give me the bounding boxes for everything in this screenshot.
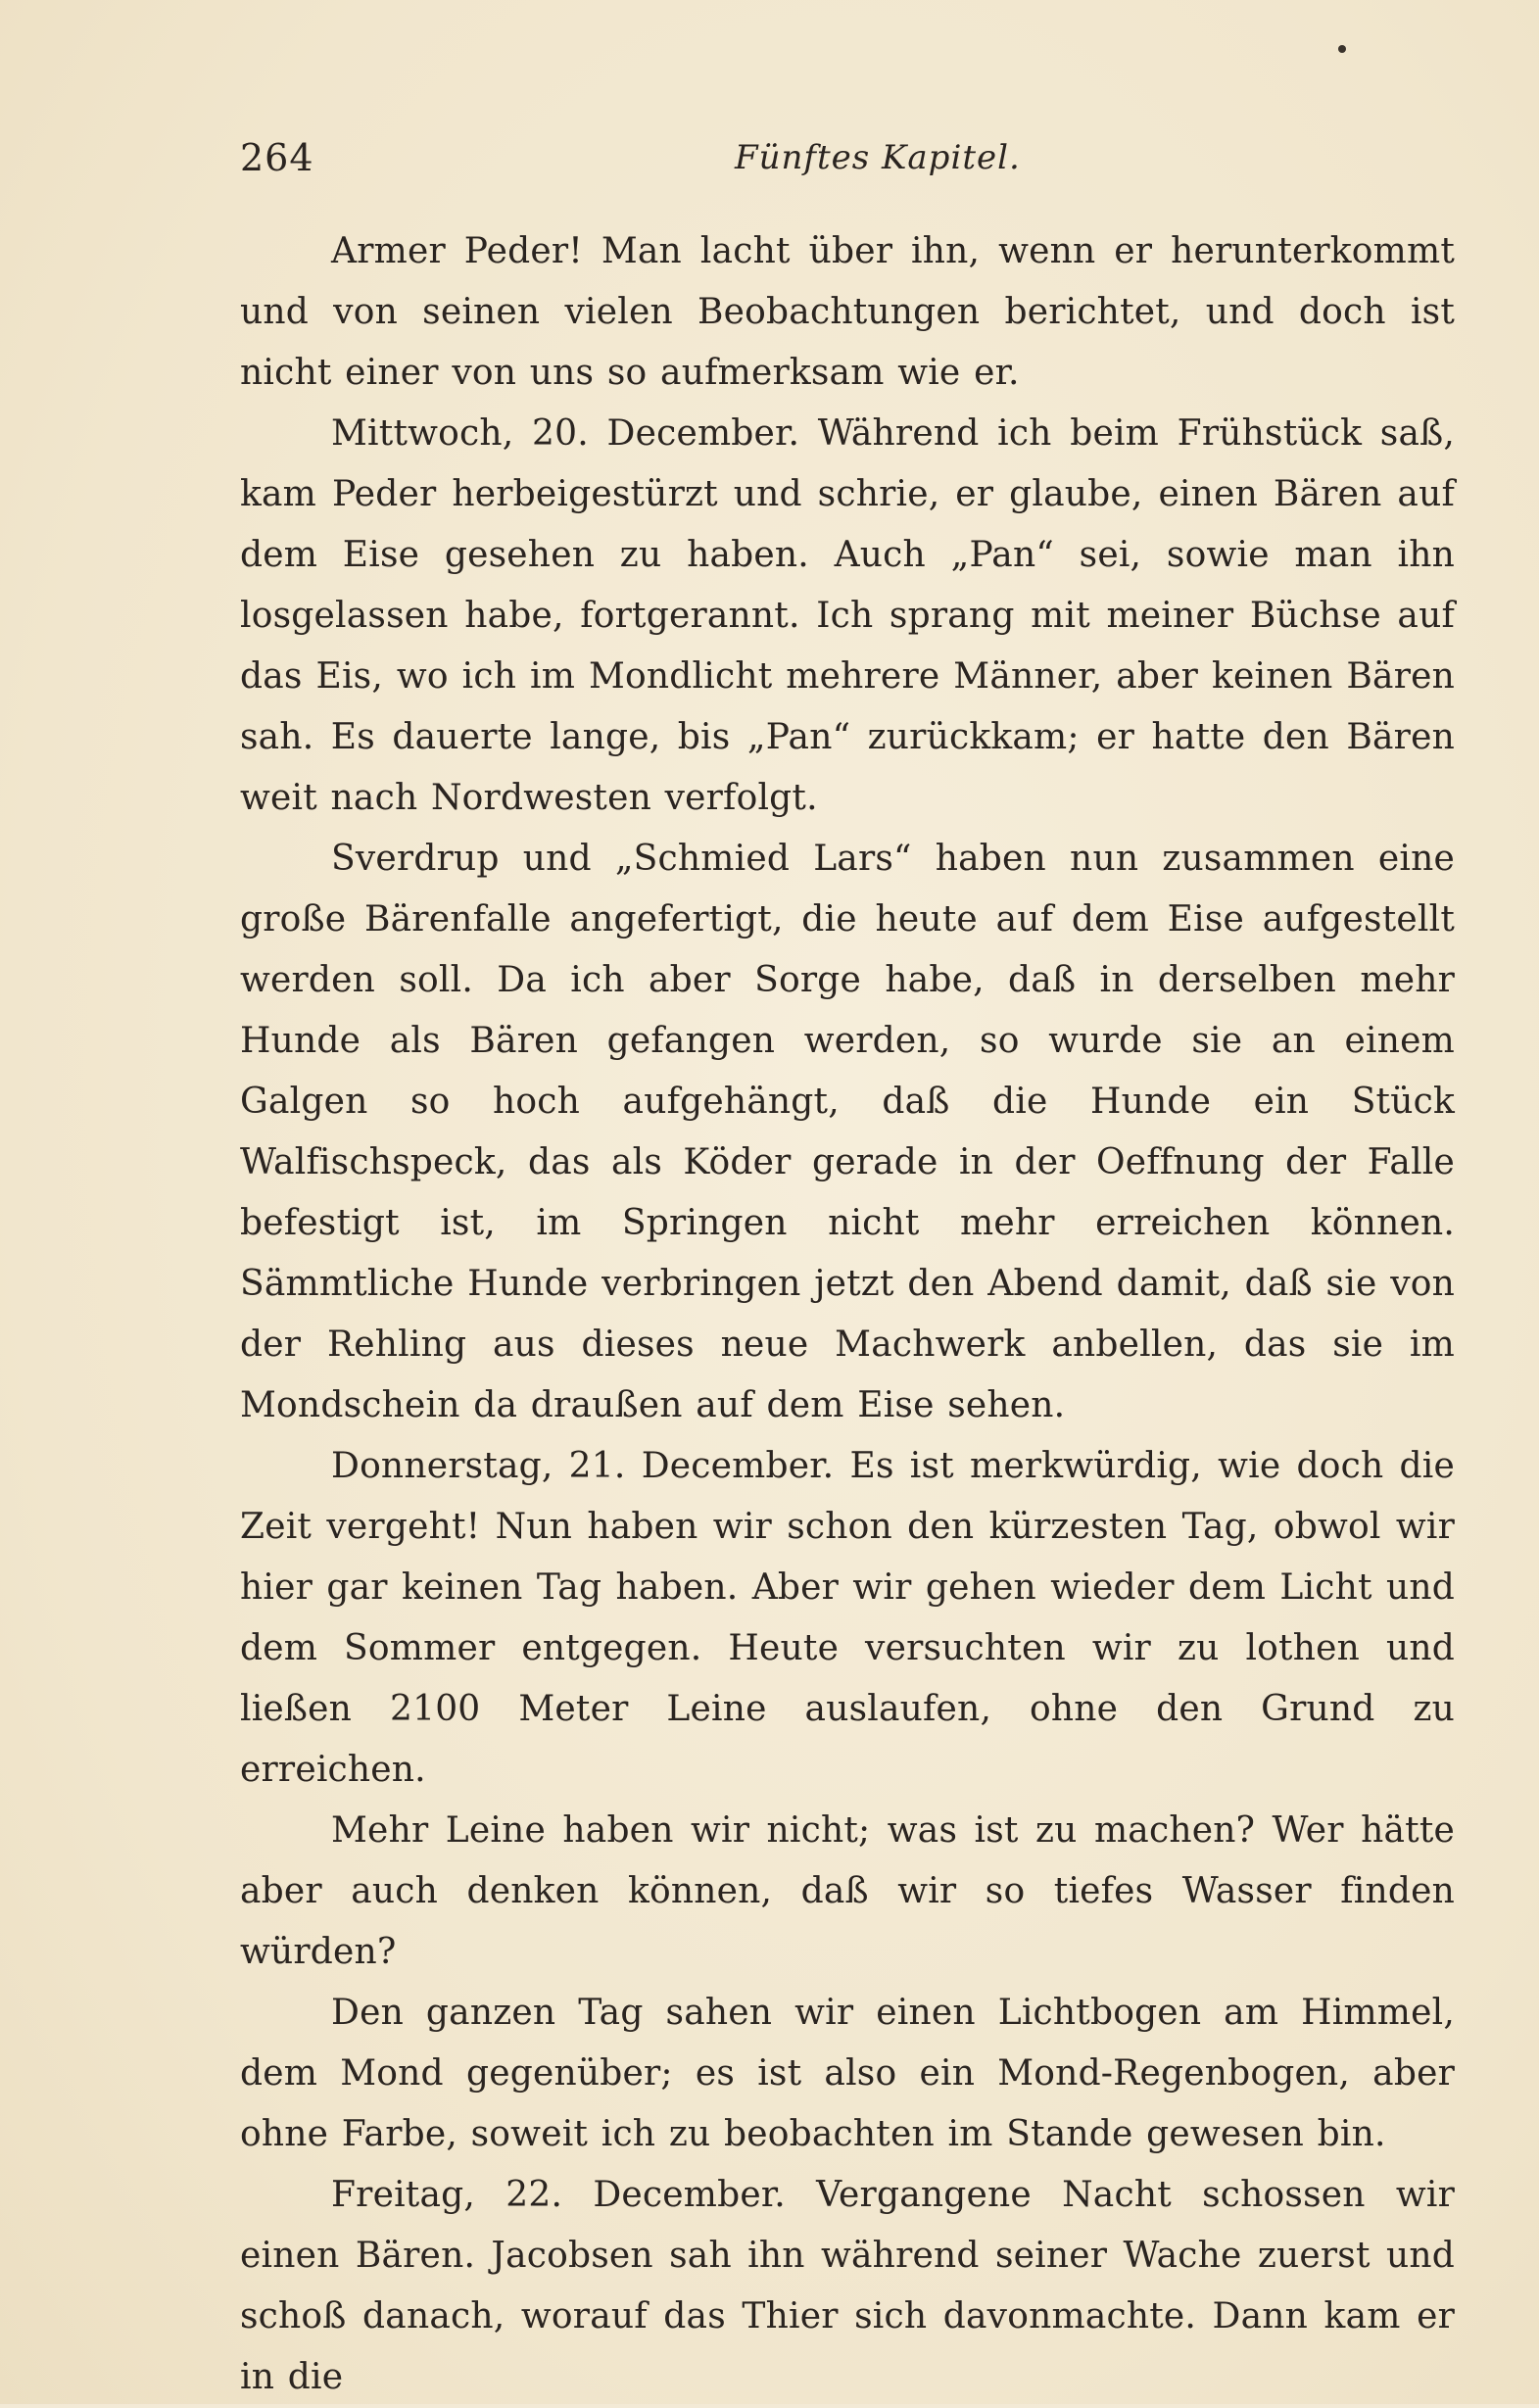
body-text <box>240 221 1455 2408</box>
paragraph: Donnerstag, 21. December. Es ist merkwürdig, wie doch die Zeit vergeht! Nun haben wir schon den kürzesten Tag, obwol wir hier gar keinen Tag haben. Aber wir gehen wieder dem Licht und dem Sommer entgegen. Heute versuchten wir zu lothen und ließen 2100 Meter Leine auslaufen, ohne den Grund zu erreichen. <box>240 1446 1455 1790</box>
running-title: Fünftes Kapitel. <box>735 138 1021 177</box>
paragraph: Den ganzen Tag sahen wir einen Lichtbogen am Himmel, dem Mond gegenüber; es ist also ein Mond-Regenbogen, aber ohne Farbe, soweit ich zu beobachten im Stande gewesen bin. <box>240 1993 1455 2154</box>
paragraph: Mittwoch, 20. December. Während ich beim Frühstück saß, kam Peder herbeigestürzt und schrie, er glaube, einen Bären auf dem Eise gesehen zu haben. Auch „Pan“ sei, sowie man ihn losgelassen habe, fortgerannt. Ich sprang mit meiner Büchse auf das Eis, wo ich im Mondlicht mehrere Männer, aber keinen Bären sah. Es dauerte lange, bis „Pan“ zurückkam; er hatte den Bären weit nach Nordwesten verfolgt. <box>240 413 1455 818</box>
paragraph: Freitag, 22. December. Vergangene Nacht schossen wir einen Bären. Jacobsen sah ihn während seiner Wache zuerst und schoß danach, worauf das Thier sich davonmachte. Dann kam er in die <box>240 2175 1455 2397</box>
page-header <box>240 133 1455 182</box>
page-number: 264 <box>240 136 314 179</box>
ink-speck <box>1338 45 1346 53</box>
paragraph: Mehr Leine haben wir nicht; was ist zu machen? Wer hätte aber auch denken können, daß wir so tiefes Wasser finden würden? <box>240 1810 1455 1972</box>
paragraph: Armer Peder! Man lacht über ihn, wenn er herunterkommt und von seinen vielen Beobachtungen berichtet, und doch ist nicht einer von uns so aufmerksam wie er. <box>240 231 1455 393</box>
paragraph: Sverdrup und „Schmied Lars“ haben nun zusammen eine große Bärenfalle angefertigt, die heute auf dem Eise aufgestellt werden soll. Da ich aber Sorge habe, daß in derselben mehr Hunde als Bären gefangen werden, so wurde sie an einem Galgen so hoch aufgehängt, daß die Hunde ein Stück Walfischspeck, das als Köder gerade in der Oeffnung der Falle befestigt ist, im Springen nicht mehr erreichen können. Sämmtliche Hunde verbringen jetzt den Abend damit, daß sie von der Rehling aus dieses neue Machwerk anbellen, das sie im Mondschein da draußen auf dem Eise sehen. <box>240 839 1455 1425</box>
